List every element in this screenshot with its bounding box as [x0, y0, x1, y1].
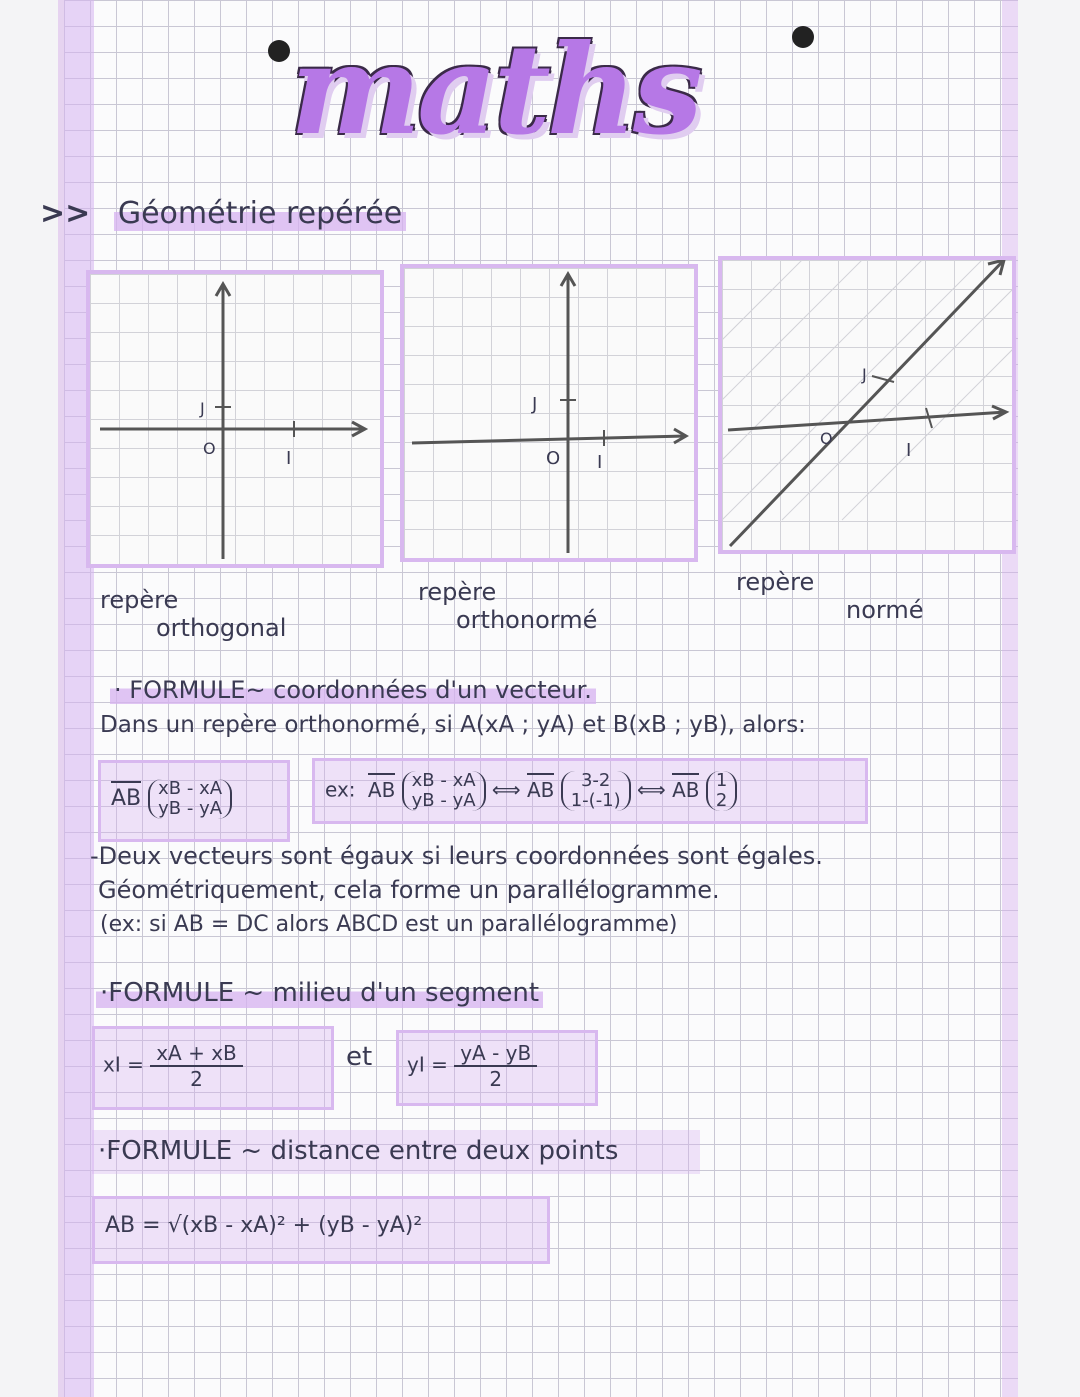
formula1-title — [110, 676, 596, 704]
caption-line1: repère — [736, 568, 815, 596]
ex-step1: xB - xA yB - yA — [402, 771, 486, 811]
caption-line1: repère — [100, 586, 179, 614]
graph-orthogonal — [86, 270, 384, 568]
rule-line1: -Deux vecteurs sont égaux si leurs coordonnées sont égales. — [90, 842, 823, 870]
vec-bottom: yB - yA — [158, 798, 223, 819]
vector-formula — [111, 779, 232, 819]
label-o: O — [820, 429, 833, 448]
section-heading — [40, 196, 406, 231]
ex-step3: 1 2 — [706, 771, 737, 811]
example-line — [325, 771, 737, 811]
vec-ab: AB — [111, 786, 142, 811]
heading-text: Géométrie repérée — [114, 196, 406, 231]
label-i: I — [906, 440, 912, 461]
ex-step2: 3-2 1-(-1) — [561, 771, 631, 811]
page-title — [290, 16, 810, 186]
equiv-1: ⟺ — [491, 777, 521, 802]
oblique-axis — [730, 260, 1004, 546]
axes-normed — [722, 260, 1012, 550]
caption-line2: orthogonal — [156, 614, 287, 642]
and-word: et — [346, 1042, 373, 1072]
ex-vec3: AB — [672, 777, 700, 802]
example-box — [312, 758, 868, 824]
caption-line1: repère — [418, 578, 497, 606]
heading-bullet: >> — [40, 196, 91, 231]
caption-normed — [736, 568, 976, 624]
graph-orthonormal — [400, 264, 698, 562]
formula2-title — [96, 978, 543, 1008]
caption-line2: normé — [846, 596, 924, 624]
rule-line3: (ex: si AB = DC alors ABCD est un parallélogramme) — [100, 912, 678, 937]
caption-line2: orthonormé — [456, 606, 598, 634]
xi-frac: $\frac{xA + xB}{2}$ — [150, 1041, 243, 1091]
midpoint-y — [407, 1041, 537, 1091]
midpoint-x — [103, 1041, 243, 1091]
ex-vec2: AB — [526, 777, 555, 802]
ex-vec1: AB — [367, 777, 396, 802]
vec-top: xB - xA — [158, 778, 223, 799]
distance-formula: AB = √(xB - xA)² + (yB - yA)² — [105, 1213, 423, 1238]
x-axis — [412, 436, 686, 443]
formula1-intro: Dans un repère orthonormé, si A(xA ; yA) et B(xB ; yB), alors: — [100, 712, 806, 738]
title-text: maths — [290, 18, 699, 163]
yi-frac: $\frac{yA - yB}{2}$ — [454, 1041, 537, 1091]
label-j: J — [532, 394, 538, 415]
equiv-2: ⟺ — [637, 777, 666, 802]
formula1-box — [98, 760, 290, 842]
midpoint-y-box — [396, 1030, 598, 1106]
vec-coords — [148, 779, 232, 819]
midpoint-x-box — [92, 1026, 334, 1110]
right-margin-band — [1002, 0, 1018, 1397]
label-o: O — [546, 448, 561, 469]
punch-hole-left — [268, 40, 290, 62]
distance-box — [92, 1196, 550, 1264]
caption-orthogonal — [100, 586, 286, 642]
label-o: O — [203, 439, 216, 458]
label-j: J — [862, 365, 867, 384]
axes-orthogonal — [90, 274, 380, 564]
graph-normed — [718, 256, 1016, 554]
x-axis — [728, 412, 1006, 430]
caption-orthonormal — [418, 578, 597, 634]
label-i: I — [597, 452, 603, 473]
formula2-title-text: ·FORMULE ~ milieu d'un segment — [96, 978, 543, 1008]
formula3-title: ·FORMULE ~ distance entre deux points — [98, 1136, 619, 1166]
rule-line2: Géométriquement, cela forme un parallélogramme. — [98, 876, 720, 904]
axes-orthonormal — [404, 268, 694, 558]
formula1-title-text: · FORMULE~ coordonnées d'un vecteur. — [110, 676, 596, 704]
yi-label: yI = — [407, 1052, 448, 1077]
xi-label: xI = — [103, 1052, 144, 1077]
label-j: J — [200, 399, 205, 418]
label-i: I — [286, 448, 292, 469]
ex-prefix: ex: — [325, 777, 356, 802]
formula3-title-box — [92, 1130, 700, 1174]
